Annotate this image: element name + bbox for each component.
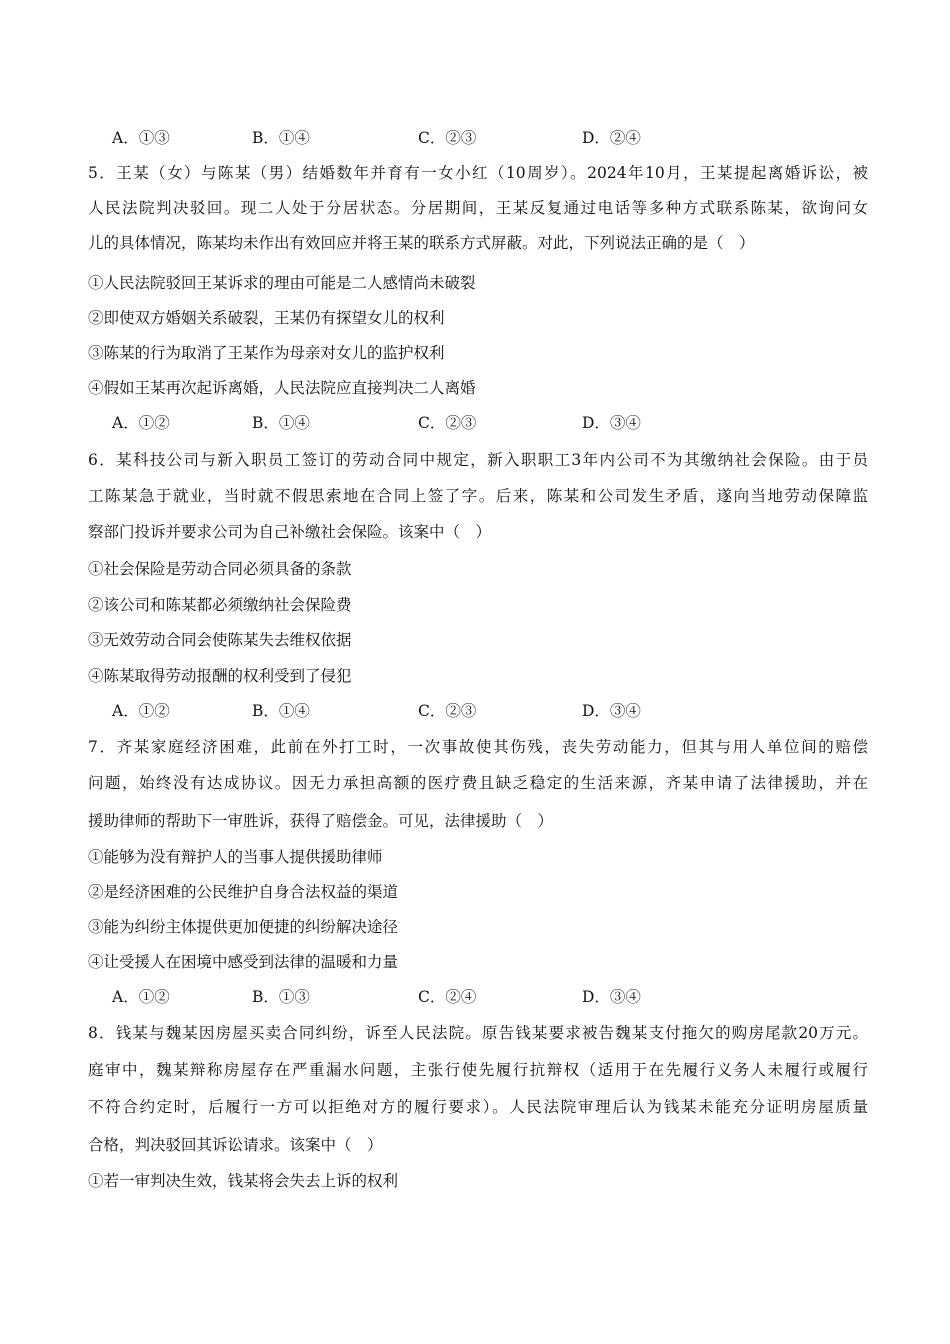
option-c[interactable]: C．②③ [418,414,477,432]
q6-stem-line-1: 6．某科技公司与新入职员工签订的劳动合同中规定，新入职职工3年内公司不为其缴纳社会保险。由于员 [88,451,868,469]
option-b[interactable]: B．①④ [252,702,310,720]
option-b[interactable]: B．①④ [252,129,310,147]
q7-stem-line-1: 7．齐某家庭经济困难，此前在外打工时，一次事故使其伤残，丧失劳动能力，但其与用人单位间的赔偿 [88,738,868,756]
option-d[interactable]: D．③④ [582,988,641,1006]
option-c[interactable]: C．②④ [418,988,477,1006]
q8-stem-line-4: 合格，判决驳回其诉讼请求。该案中（ ） [88,1136,383,1154]
option-b[interactable]: B．①③ [252,988,310,1006]
q7-stem-line-2: 问题，始终没有达成协议。因无力承担高额的医疗费且缺乏稳定的生活来源，齐某申请了法律援助，并在 [88,774,868,792]
q5-statement-4: ④假如王某再次起诉离婚，人民法院应直接判决二人离婚 [88,379,476,397]
q7-statement-3: ③能为纠纷主体提供更加便捷的纠纷解决途径 [88,918,399,936]
option-d[interactable]: D．③④ [582,702,641,720]
q5-stem-line-2: 人民法院判决驳回。现二人处于分居状态。分居期间，王某反复通过电话等多种方式联系陈某，欲询问女 [88,199,868,217]
q6-statement-1: ①社会保险是劳动合同必须具备的条款 [88,560,352,578]
option-a[interactable]: A．①② [112,702,170,720]
q7-options [112,987,752,1007]
q8-stem-line-2: 庭审中，魏某辩称房屋存在严重漏水问题，主张行使先履行抗辩权（适用于在先履行义务人未履行或履行 [88,1061,868,1079]
q5-statement-2: ②即使双方婚姻关系破裂，王某仍有探望女儿的权利 [88,309,445,327]
q6-statement-4: ④陈某取得劳动报酬的权利受到了侵犯 [88,667,352,685]
option-d[interactable]: D．②④ [582,129,641,147]
q6-options [112,701,752,721]
option-c[interactable]: C．②③ [418,129,477,147]
q4-options [112,128,752,148]
q7-stem-line-3: 援助律师的帮助下一审胜诉，获得了赔偿金。可见，法律援助（ ） [88,812,554,830]
q7-statement-4: ④让受援人在困境中感受到法律的温暖和力量 [88,953,399,971]
q7-statement-2: ②是经济困难的公民维护自身合法权益的渠道 [88,883,399,901]
q5-stem-line-1: 5．王某（女）与陈某（男）结婚数年并育有一女小红（10周岁）。2024年10月，王某提起离婚诉讼，被 [88,164,868,182]
q5-options [112,413,752,433]
q5-statement-3: ③陈某的行为取消了王某作为母亲对女儿的监护权利 [88,344,445,362]
q6-statement-2: ②该公司和陈某都必须缴纳社会保险费 [88,596,352,614]
q5-stem-line-3: 儿的具体情况，陈某均未作出有效回应并将王某的联系方式屏蔽。对此，下列说法正确的是（ ） [88,234,755,252]
q7-statement-1: ①能够为没有辩护人的当事人提供援助律师 [88,848,383,866]
option-b[interactable]: B．①④ [252,414,310,432]
q8-stem-line-1: 8．钱某与魏某因房屋买卖合同纠纷，诉至人民法院。原告钱某要求被告魏某支付拖欠的购房尾款20万元。 [88,1024,868,1042]
option-c[interactable]: C．②③ [418,702,477,720]
q6-stem-line-3: 察部门投诉并要求公司为自己补缴社会保险。该案中（ ） [88,523,492,541]
q6-statement-3: ③无效劳动合同会使陈某失去维权依据 [88,631,352,649]
q8-statement-1: ①若一审判决生效，钱某将会失去上诉的权利 [88,1172,399,1190]
q8-stem-line-3: 不符合约定时，后履行一方可以拒绝对方的履行要求）。人民法院审理后认为钱某未能充分证明房屋质量 [88,1098,868,1116]
option-a[interactable]: A．①② [112,414,170,432]
option-d[interactable]: D．③④ [582,414,641,432]
q5-statement-1: ①人民法院驳回王某诉求的理由可能是二人感情尚未破裂 [88,274,476,292]
option-a[interactable]: A．①③ [112,129,170,147]
q6-stem-line-2: 工陈某急于就业，当时就不假思索地在合同上签了字。后来，陈某和公司发生矛盾，遂向当地劳动保障监 [88,487,868,505]
option-a[interactable]: A．①② [112,988,170,1006]
